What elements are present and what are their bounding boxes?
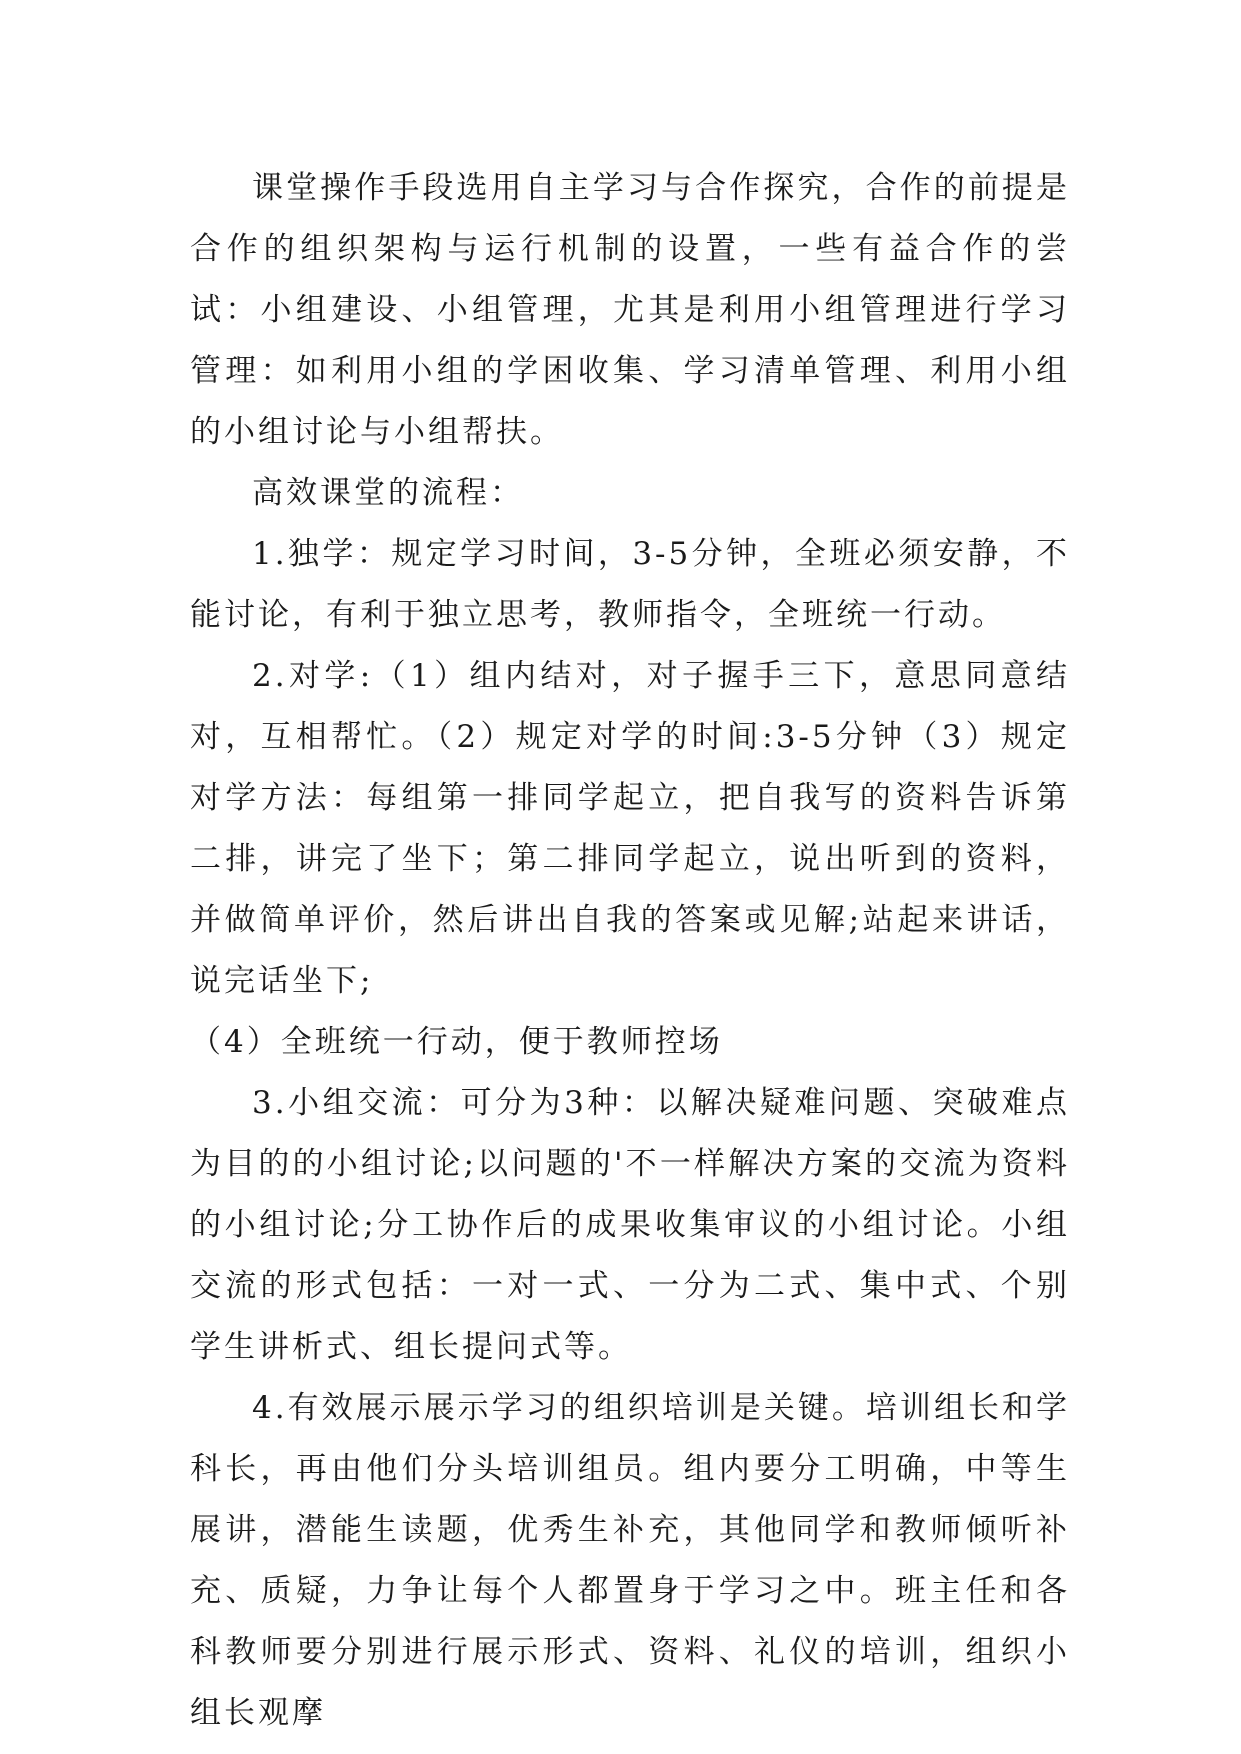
paragraph-step-4-effective-display: 4.有效展示展示学习的组织培训是关键。培训组长和学科长，再由他们分头培训组员。组内要分工明确，中等生展讲，潜能生读题，优秀生补充，其他同学和教师倾听补充、质疑，力争让每个人都置身于学习之中。班主任和各科教师要分别进行展示形式、资料、礼仪的培训，组织小组长观摩 xyxy=(190,1390,1070,1731)
paragraph-process-heading: 高效课堂的流程： xyxy=(252,475,524,511)
paragraph-step-3-group-exchange: 3.小组交流：可分为3种：以解决疑难问题、突破难点为目的的小组讨论;以问题的'不一样解决方案的交流为资料的小组讨论;分工协作后的成果收集审议的小组讨论。小组交流的形式包括：一对一式、一分为二式、集中式、个别学生讲析式、组长提问式等。 xyxy=(190,1085,1070,1365)
paragraph-step-2-continuation: （4）全班统一行动，便于教师控场 xyxy=(190,1024,723,1060)
paragraph-cooperative-learning: 课堂操作手段选用自主学习与合作探究，合作的前提是合作的组织架构与运行机制的设置，一些有益合作的尝试：小组建设、小组管理，尤其是利用小组管理进行学习管理：如利用小组的学困收集、学习清单管理、利用小组的小组讨论与小组帮扶。 xyxy=(190,170,1070,450)
paragraph-step-1-independent-study: 1.独学：规定学习时间，3-5分钟，全班必须安静，不能讨论，有利于独立思考，教师指令，全班统一行动。 xyxy=(190,536,1070,633)
paragraph-step-2-pair-study: 2.对学:（1）组内结对，对子握手三下，意思同意结对，互相帮忙。（2）规定对学的时间:3-5分钟（3）规定对学方法：每组第一排同学起立，把自我写的资料告诉第二排，讲完了坐下；第二排同学起立，说出听到的资料，并做简单评价，然后讲出自我的答案或见解;站起来讲话，说完话坐下; xyxy=(190,658,1070,999)
body-text xyxy=(190,158,1070,1744)
